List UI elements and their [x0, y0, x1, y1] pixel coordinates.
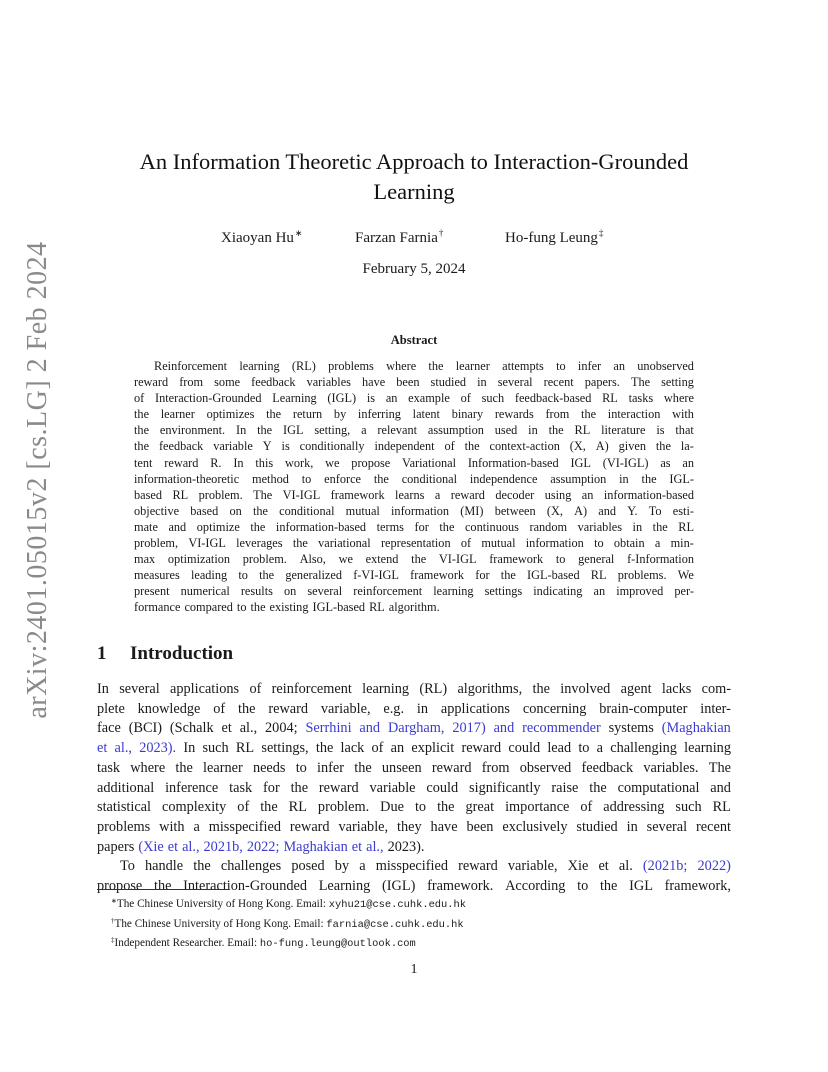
footnotes — [111, 894, 466, 953]
abstract-line: problem, VI-IGL leverages the variational representation of mutual information to obtain a min- — [134, 536, 694, 551]
author-name: Xiaoyan Hu — [221, 230, 294, 246]
body-line: task where the learner needs to infer the unseen reward from observed feedback variables. The — [97, 759, 731, 776]
footnote — [111, 914, 466, 934]
footnote-text: The Chinese University of Hong Kong. Email: — [116, 898, 329, 910]
footnote-mark: ∗ — [111, 897, 117, 905]
author-name: Farzan Farnia — [355, 230, 438, 246]
title-line: Learning — [373, 179, 455, 204]
abstract-line: mate and optimize the information-based terms for the continuous random variables in the RL — [134, 519, 694, 534]
abstract-body — [134, 358, 694, 616]
footnote-mark: ‡ — [111, 936, 115, 945]
abstract-line: the learner optimizes the return by inferring latent binary rewards from the interaction with — [134, 407, 694, 422]
email-link[interactable]: farnia@cse.cuhk.edu.hk — [326, 918, 464, 931]
author — [355, 228, 443, 247]
abstract-line: present numerical results on several reinforcement learning settings indicating an improved per- — [134, 584, 694, 599]
abstract-heading: Abstract — [390, 333, 438, 347]
body-line: propose the Interaction-Grounded Learning (IGL) framework. According to the IGL framework, — [97, 878, 731, 895]
body-line: additional inference task for the reward variable could significantly raise the computational and — [97, 779, 731, 796]
arxiv-identifier-stamp: arXiv:2401.05015v2 [cs.LG] 2 Feb 2024 — [22, 241, 53, 719]
abstract-line: the feedback variable Y is conditionally independent of the context-action (X, A) given the la- — [134, 439, 694, 454]
email-link[interactable]: ho-fung.leung@outlook.com — [259, 938, 416, 951]
title-line: An Information Theoretic Approach to Interaction-Grounded — [139, 149, 689, 174]
body-line: plete knowledge of the reward variable, e.g. in applications concerning brain-computer inter- — [97, 700, 731, 717]
body-line: statistical complexity of the RL problem. Due to the great importance of addressing such RL — [97, 799, 731, 816]
author-footnote-mark: ‡ — [598, 228, 604, 238]
paper-title — [100, 147, 728, 207]
body-line: In several applications of reinforcement learning (RL) algorithms, the involved agent lacks com- — [97, 681, 731, 697]
footnote-divider — [97, 889, 229, 890]
footnote-text: The Chinese University of Hong Kong. Email: — [114, 917, 327, 930]
page-number: 1 — [410, 962, 418, 977]
body-line: face (BCI) (Schalk et al., 2004; Serrhini and Dargham, 2017) and recommender systems (Maghakian — [97, 720, 731, 737]
author — [505, 228, 603, 247]
footnote-mark: † — [111, 916, 115, 925]
abstract-line: the environment. In the IGL setting, a relevant assumption used in the RL literature is that — [134, 423, 694, 438]
author — [221, 228, 302, 247]
abstract-line: of Interaction-Grounded Learning (IGL) is an example of such feedback-based RL tasks where — [134, 391, 694, 406]
author-list — [0, 228, 828, 248]
section-heading — [97, 643, 233, 665]
abstract-line: tent reward R. In this work, we propose Variational Information-based IGL (VI-IGL) as an — [134, 455, 694, 470]
section-number: 1 — [97, 643, 107, 664]
publication-date: February 5, 2024 — [362, 261, 466, 277]
body-line: To handle the challenges posed by a misspecified reward variable, Xie et al. (2021b; 2022) — [120, 858, 731, 875]
abstract-line: measures leading to the generalized f-VI-IGL framework for the IGL-based RL problems. We — [134, 568, 694, 583]
abstract-line: objective based on the conditional mutual information (MI) between (X, A) and Y. To esti- — [134, 503, 694, 518]
footnote — [111, 933, 466, 953]
abstract-line: Reinforcement learning (RL) problems where the learner attempts to infer an unobserved — [154, 359, 694, 373]
abstract-line: formance compared to the existing IGL-based RL algorithm. — [134, 600, 440, 615]
abstract-line: reward from some feedback variables have been studied in several recent papers. The setting — [134, 375, 694, 390]
introduction-body — [97, 680, 731, 897]
footnote-text: Independent Researcher. Email: — [114, 937, 260, 950]
author-footnote-mark: ∗ — [294, 228, 303, 238]
body-line: papers (Xie et al., 2021b, 2022; Maghakian et al., 2023). — [97, 838, 425, 855]
email-link[interactable]: xyhu21@cse.cuhk.edu.hk — [328, 899, 466, 911]
section-title: Introduction — [130, 643, 234, 664]
body-line: et al., 2023). In such RL settings, the lack of an explicit reward could lead to a challenging learning — [97, 740, 731, 757]
abstract-line: max optimization problem. Also, we extend the VI-IGL framework to general f-Information — [134, 552, 694, 567]
body-line: problems with a misspecified reward variable, they have been exclusively studied in several recent — [97, 818, 731, 835]
footnote — [111, 894, 466, 914]
abstract-line: based RL problem. The VI-IGL framework learns a reward decoder using an information-based — [134, 487, 694, 502]
abstract-line: information-theoretic method to enforce the conditional independence assumption in the IGL- — [134, 471, 694, 486]
author-footnote-mark: † — [438, 228, 444, 238]
author-name: Ho-fung Leung — [505, 230, 598, 246]
